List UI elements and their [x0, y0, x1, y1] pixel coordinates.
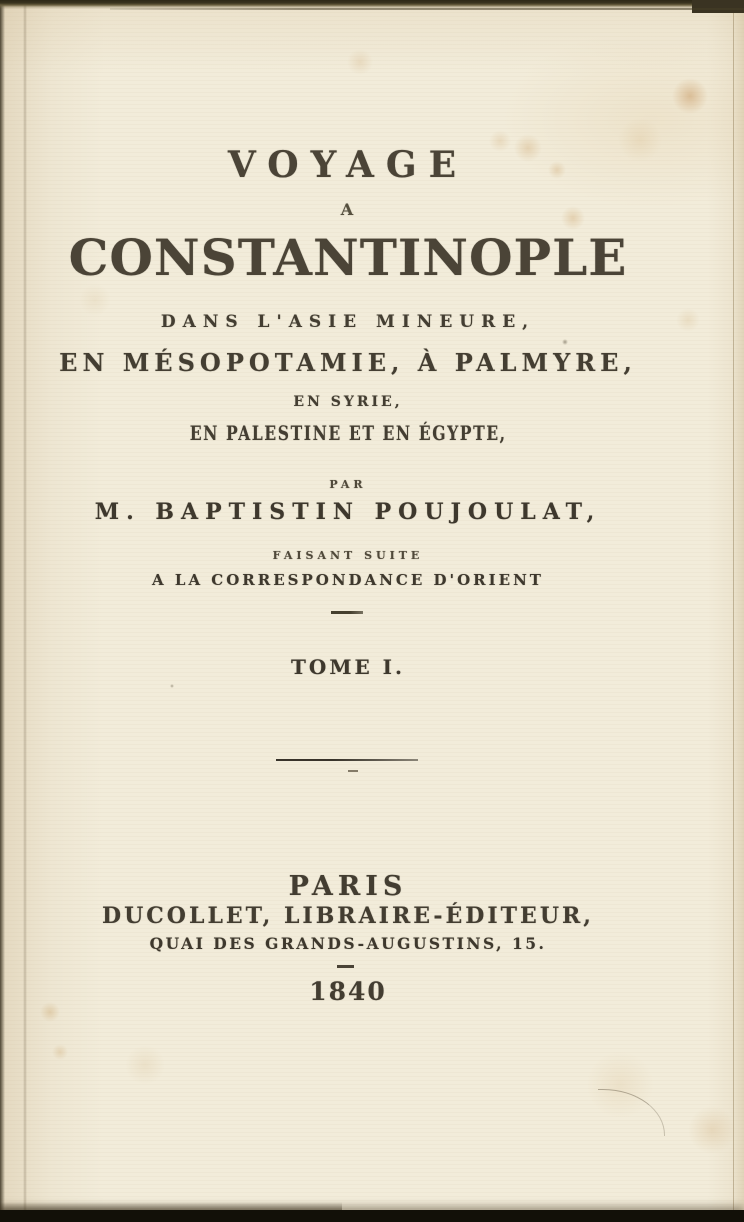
- subtitle-syrie: EN SYRIE,: [293, 394, 403, 410]
- subtitle-mesopotamie: EN MÉSOPOTAMIE, À PALMYRE,: [59, 348, 637, 377]
- imprint-address: QUAI DES GRANDS-AUGUSTINS, 15.: [149, 934, 547, 953]
- gutter-crease: [23, 0, 27, 1222]
- title-line-voyage: VOYAGE: [227, 144, 469, 186]
- volume-label: TOME I.: [291, 655, 405, 679]
- imprint-city: PARIS: [288, 871, 408, 902]
- ornament-rule-small: [331, 611, 363, 614]
- scan-edge-top: [0, 0, 744, 12]
- ornament-rule-long: [276, 759, 418, 761]
- series-note-correspondance: A LA CORRESPONDANCE D'ORIENT: [152, 571, 544, 589]
- subtitle-palestine-egypte: [28, 421, 668, 445]
- author-name: M. BAPTISTIN POUJOULAT,: [94, 499, 602, 525]
- imprint-year: 1840: [309, 977, 387, 1006]
- title-line-constantinople: CONSTANTINOPLE: [68, 228, 628, 287]
- scan-edge-bottom: [0, 1210, 744, 1222]
- scan-edge-left: [0, 0, 5, 1222]
- ornament-dash-middle: [348, 770, 358, 772]
- ornament-dash-imprint: [337, 965, 354, 968]
- title-line-a: A: [340, 200, 356, 219]
- series-note-faisant-suite: FAISANT SUITE: [272, 549, 424, 562]
- scan-edge-right: [733, 0, 744, 1222]
- subtitle-palestine-egypte-text: EN PALESTINE ET EN ÉGYPTE,: [189, 421, 507, 445]
- imprint-publisher: DUCOLLET, LIBRAIRE-ÉDITEUR,: [102, 903, 594, 929]
- subtitle-asie-mineure: DANS L'ASIE MINEURE,: [160, 312, 536, 332]
- byline-par: PAR: [329, 478, 367, 491]
